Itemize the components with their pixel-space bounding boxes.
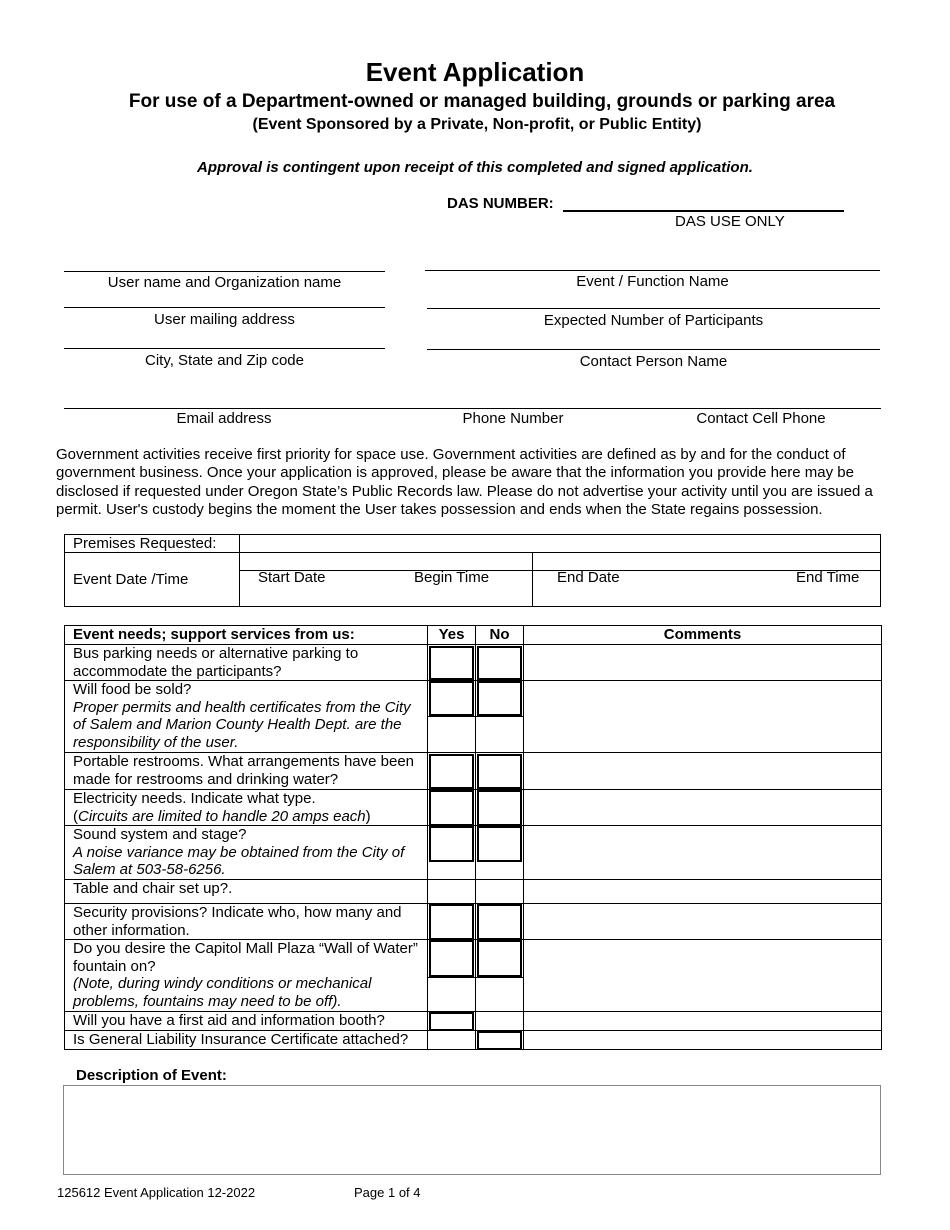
yes-checkbox[interactable] <box>429 754 474 789</box>
table-row: Electricity needs. Indicate what type. (Circuits are limited to handle 20 amps each) <box>65 790 882 826</box>
question-text: Sound system and stage? <box>73 826 247 843</box>
begin-time-label: Begin Time <box>414 569 490 586</box>
yes-checkbox[interactable] <box>429 904 474 940</box>
event-needs-table <box>64 625 882 1050</box>
table-row <box>65 645 882 681</box>
event-name-field[interactable] <box>425 270 880 271</box>
das-number-field[interactable] <box>563 210 844 212</box>
participants-label: Expected Number of Participants <box>543 312 764 329</box>
needs-header: Event needs; support services from us: <box>65 626 428 645</box>
event-name-label: Event / Function Name <box>576 273 729 290</box>
page-subtitle: For use of a Department-owned or managed building, grounds or parking area <box>128 91 836 112</box>
comments-input[interactable] <box>524 790 882 826</box>
city-state-zip-label: City, State and Zip code <box>145 352 304 369</box>
question-text: Bus parking needs or alternative parking to accommodate the participants? <box>65 645 428 681</box>
end-input[interactable] <box>533 553 881 571</box>
yes-checkbox[interactable] <box>429 1012 474 1031</box>
email-phone-field[interactable] <box>64 408 881 409</box>
das-use-only-note: DAS USE ONLY <box>675 213 785 230</box>
mailing-address-field[interactable] <box>64 307 385 308</box>
mailing-address-label: User mailing address <box>154 311 295 328</box>
page-number: Page 1 of 4 <box>354 1185 421 1200</box>
end-date-label: End Date <box>557 569 620 586</box>
question-text: Security provisions? Indicate who, how many and other information. <box>65 904 428 940</box>
comments-input[interactable] <box>524 880 882 904</box>
question-text: Will you have a first aid and information booth? <box>65 1012 428 1031</box>
table-row <box>65 940 882 1012</box>
yes-checkbox[interactable] <box>429 681 474 716</box>
yes-checkbox[interactable] <box>428 880 476 904</box>
end-time-label: End Time <box>796 569 860 586</box>
phone-label: Phone Number <box>462 410 564 427</box>
comments-input[interactable] <box>524 826 882 880</box>
question-text: Is General Liability Insurance Certificate attached? <box>65 1031 428 1050</box>
comments-input[interactable] <box>524 940 882 1012</box>
city-state-zip-field[interactable] <box>64 348 385 349</box>
comments-header: Comments <box>524 626 882 645</box>
no-checkbox[interactable] <box>476 1012 524 1031</box>
page-subtitle-sponsor: (Event Sponsored by a Private, Non-profit, or Public Entity) <box>252 116 702 133</box>
form-number: 125612 Event Application 12-2022 <box>57 1185 256 1200</box>
government-priority-notice: Government activities receive first priority for space use. Government activities are defined as by and for the conduct of government business. Once your application is approved, please be aware that the information you provide here may be disclosed if requested under Oregon State’s Public Records law. Please do not advertise your activity until you are issued a permit. User's custody begins the moment the User takes possession and ends when the State regains possession. <box>56 446 873 518</box>
no-header: No <box>476 626 524 645</box>
question-note: Circuits are limited to handle 20 amps each <box>78 807 366 825</box>
comments-input[interactable] <box>524 645 882 681</box>
table-row <box>65 753 882 790</box>
das-number-label: DAS NUMBER: <box>447 195 554 212</box>
yes-checkbox[interactable] <box>428 1031 476 1050</box>
user-name-field[interactable] <box>64 271 385 272</box>
cell-phone-label: Contact Cell Phone <box>696 410 826 427</box>
description-input[interactable] <box>63 1085 881 1175</box>
description-label: Description of Event: <box>76 1067 227 1084</box>
table-row <box>65 1031 882 1050</box>
question-note: (Note, during windy conditions or mechanical problems, fountains may need to be off). <box>73 975 372 1010</box>
comments-input[interactable] <box>524 681 882 753</box>
question-text: Will food be sold? <box>73 681 192 698</box>
no-checkbox[interactable] <box>476 880 524 904</box>
no-checkbox[interactable] <box>477 681 522 716</box>
user-name-label: User name and Organization name <box>107 274 342 291</box>
page-title: Event Application <box>365 57 585 87</box>
comments-input[interactable] <box>524 1031 882 1050</box>
table-row <box>65 880 882 904</box>
question-text: Electricity needs. Indicate what type. <box>73 790 316 807</box>
comments-input[interactable] <box>524 904 882 940</box>
event-date-label: Event Date /Time <box>65 553 240 607</box>
table-row <box>65 904 882 940</box>
start-date-label: Start Date <box>258 569 326 586</box>
question-text: Table and chair set up?. <box>65 880 428 904</box>
no-checkbox[interactable] <box>477 940 522 977</box>
contact-person-label: Contact Person Name <box>579 353 728 370</box>
table-row <box>65 681 882 753</box>
yes-checkbox[interactable] <box>429 826 474 862</box>
email-label: Email address <box>176 410 272 427</box>
question-note: Proper permits and health certificates from the City of Salem and Marion County Health Dept. are the responsibility of the user. <box>73 698 411 751</box>
no-checkbox[interactable] <box>477 1031 522 1050</box>
premises-table <box>64 534 881 607</box>
approval-notice: Approval is contingent upon receipt of this completed and signed application. <box>197 159 753 176</box>
no-checkbox[interactable] <box>477 646 522 680</box>
yes-checkbox[interactable] <box>429 646 474 680</box>
participants-field[interactable] <box>427 308 880 309</box>
no-checkbox[interactable] <box>477 826 522 862</box>
question-note: A noise variance may be obtained from the City of Salem at 503-58-6256. <box>73 843 405 878</box>
table-row <box>65 1012 882 1031</box>
no-checkbox[interactable] <box>477 790 522 826</box>
yes-header: Yes <box>428 626 476 645</box>
comments-input[interactable] <box>524 753 882 790</box>
yes-checkbox[interactable] <box>429 790 474 826</box>
question-text: Portable restrooms. What arrangements have been made for restrooms and drinking water? <box>65 753 428 790</box>
no-checkbox[interactable] <box>477 904 522 940</box>
start-input[interactable] <box>240 553 533 571</box>
yes-checkbox[interactable] <box>429 940 474 977</box>
premises-label: Premises Requested: <box>65 535 240 553</box>
no-checkbox[interactable] <box>477 754 522 789</box>
comments-input[interactable] <box>524 1012 882 1031</box>
contact-person-field[interactable] <box>427 349 880 350</box>
question-text: Do you desire the Capitol Mall Plaza “Wall of Water” fountain on? <box>73 940 418 975</box>
table-row <box>65 826 882 880</box>
premises-input[interactable] <box>240 535 881 553</box>
